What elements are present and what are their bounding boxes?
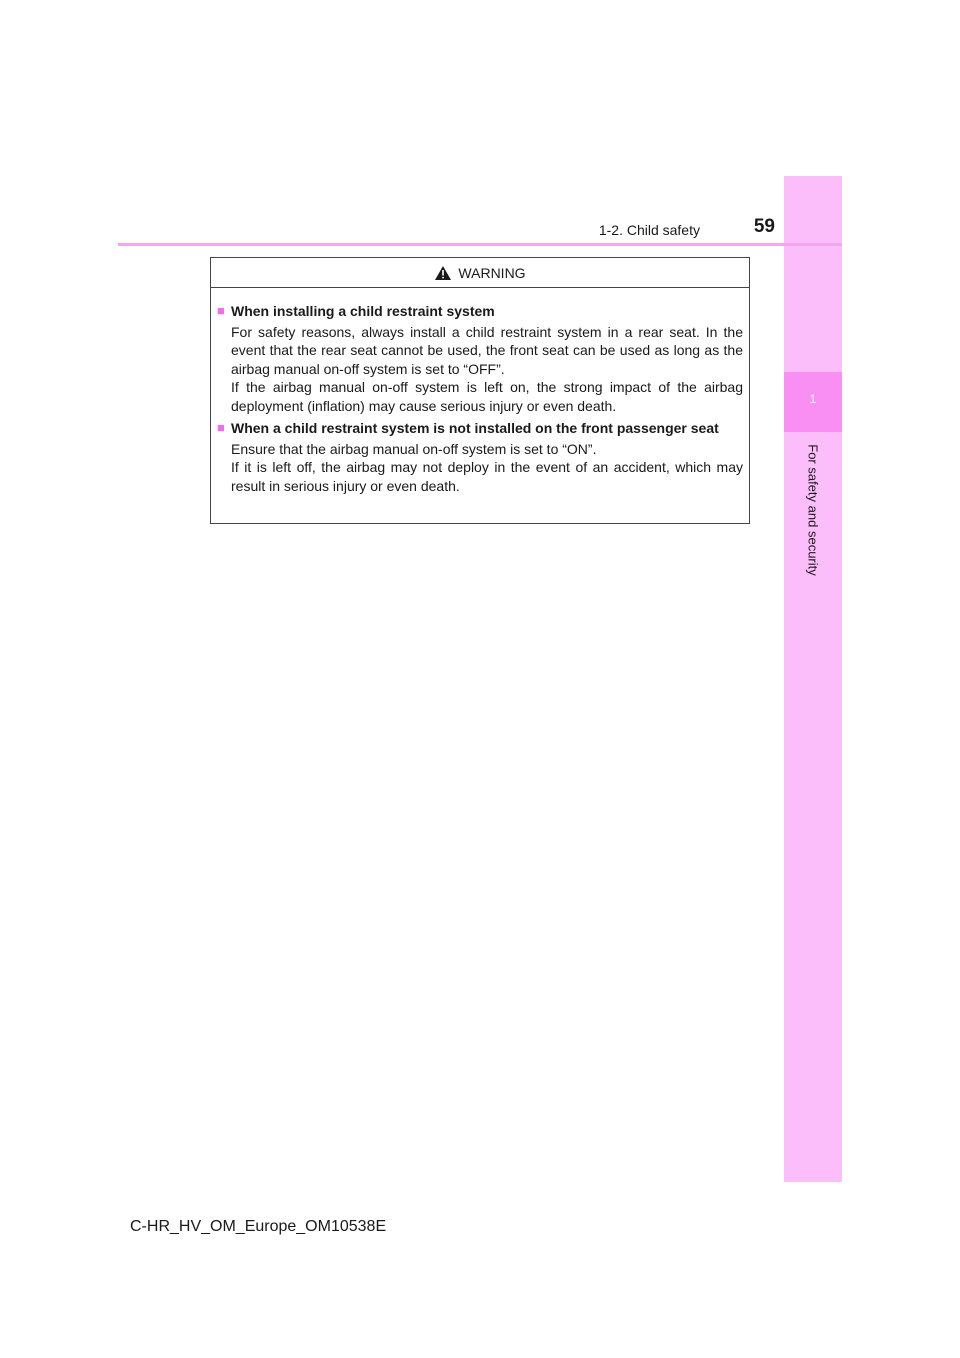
- side-tab: [784, 176, 842, 1182]
- warning-heading: WARNING: [458, 264, 526, 281]
- warning-item: [217, 302, 743, 415]
- side-tab-label: For safety and security: [805, 444, 821, 576]
- section-title: 1-2. Child safety: [598, 222, 700, 238]
- square-bullet-icon: ■: [217, 420, 225, 435]
- warning-header: [211, 258, 749, 288]
- warning-triangle-icon: [434, 265, 452, 281]
- warning-item: [217, 419, 743, 495]
- warning-item-title: When a child restraint system is not installed on the front passenger seat: [231, 420, 719, 436]
- square-bullet-icon: ■: [217, 303, 225, 318]
- warning-item-text: If the airbag manual on-off system is left on, the strong impact of the airbag deployment (inflation) may cause serious injury or even death.: [231, 379, 743, 414]
- warning-item-title: When installing a child restraint system: [231, 303, 495, 319]
- warning-item-text: Ensure that the airbag manual on-off system is set to “ON”.: [231, 440, 597, 457]
- side-tab-number: 1: [809, 392, 817, 406]
- document-code: C-HR_HV_OM_Europe_OM10538E: [130, 1218, 387, 1235]
- warning-body: [211, 288, 749, 495]
- warning-item-text: If it is left off, the airbag may not deploy in the event of an accident, which may result in serious injury or even death.: [231, 459, 743, 494]
- warning-item-text: For safety reasons, always install a child restraint system in a rear seat. In the event that the rear seat cannot be used, the front seat can be used as long as the airbag manual on-off system is set to “OFF”.: [231, 323, 743, 377]
- page-number: 59: [753, 216, 775, 237]
- header-rule: [118, 243, 842, 246]
- warning-box: [210, 257, 750, 524]
